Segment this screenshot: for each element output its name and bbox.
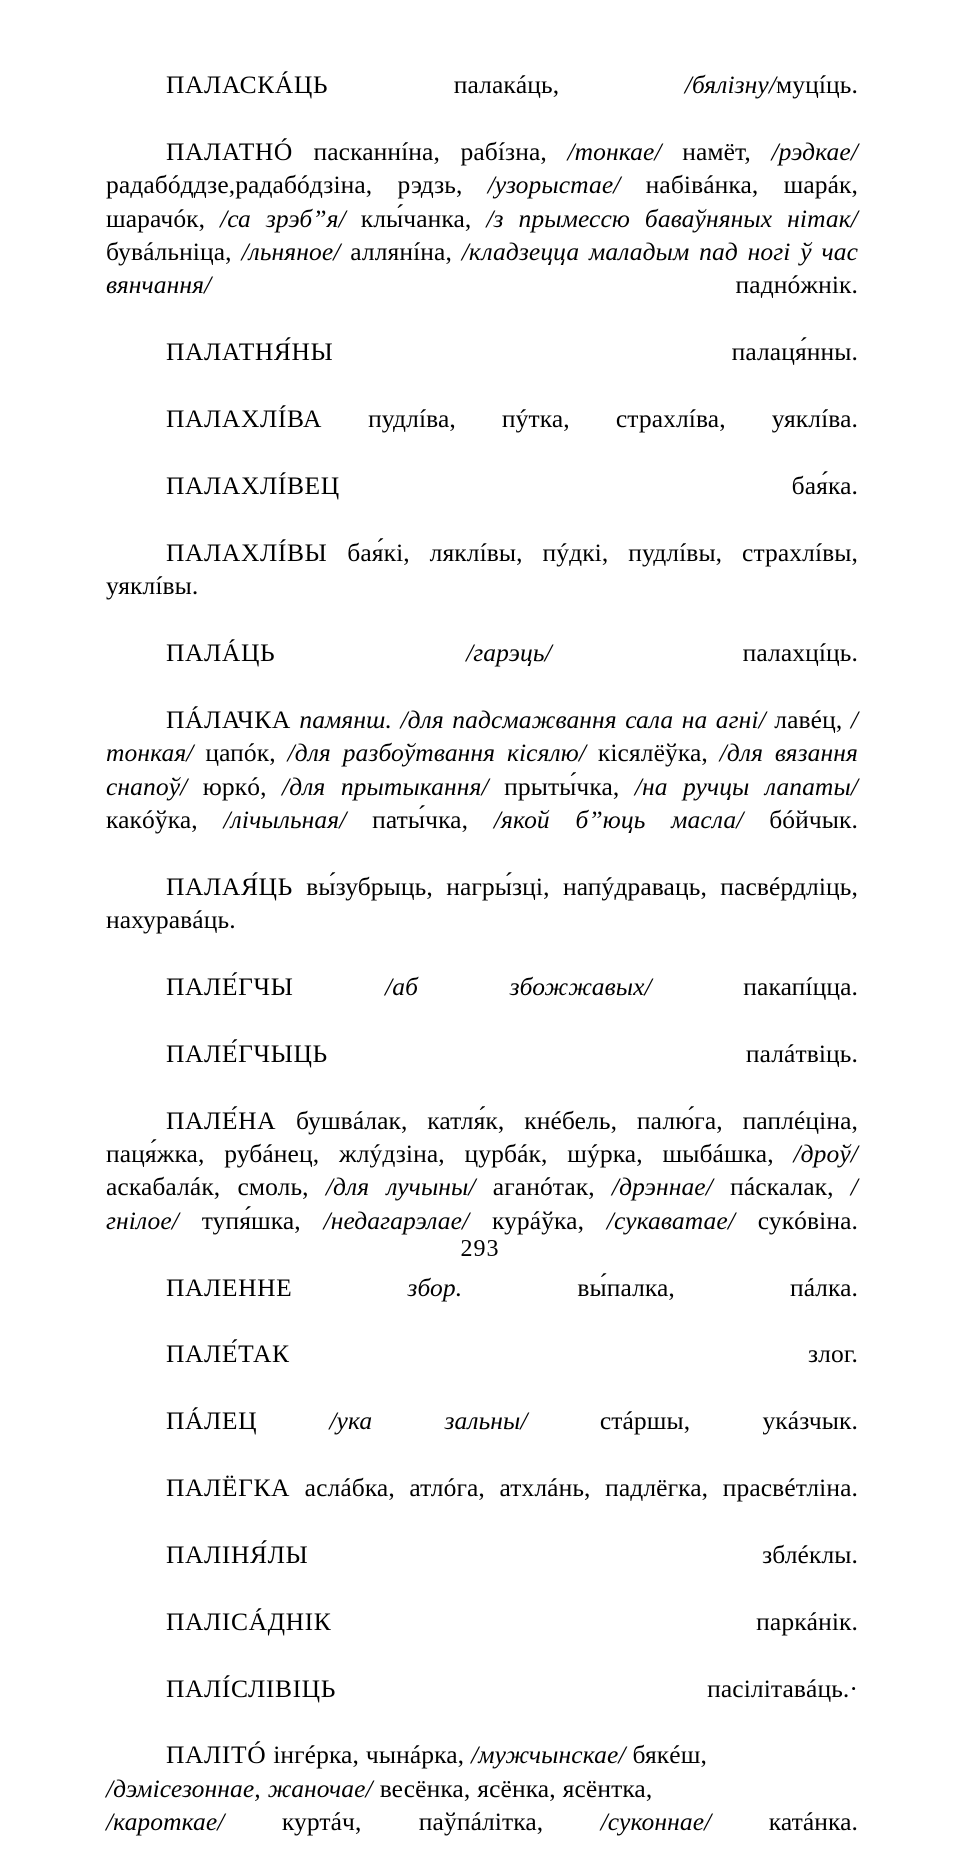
entry-gloss-italic: /ука зальны/	[329, 1406, 528, 1436]
entry-gloss-italic: /для вязання снапоў/	[106, 738, 858, 801]
entry-gloss-italic: /гарэць/	[466, 637, 552, 667]
entry-synonyms: цапóк,	[193, 738, 288, 768]
entry-synonyms: пасілітавáць.·	[335, 1673, 858, 1703]
page-number: 293	[460, 1236, 500, 1262]
entry-synonyms: палаця́нны.	[333, 337, 858, 367]
dictionary-entry	[106, 1404, 858, 1471]
entry-headword: ПАЛАТНÓ	[166, 136, 293, 166]
entry-synonyms: бувáльніца,	[106, 237, 242, 267]
entry-headword: ПÁЛАЧКА	[166, 704, 291, 734]
entry-synonyms: юркó,	[187, 771, 283, 801]
entry-synonyms: курáўка,	[469, 1205, 607, 1235]
dictionary-entry	[106, 1037, 858, 1104]
entry-gloss-italic: збор.	[407, 1272, 463, 1302]
entry-synonyms: вы́зубрыць, нагры́зці, напýдраваць, пасвéрдліць, нахуравáць.	[106, 871, 858, 935]
entry-synonyms	[293, 972, 385, 1001]
entry-headword: ПАЛАХЛÍВЕЦ	[166, 470, 340, 500]
entry-headword: ПАЛАХЛÍВЫ	[166, 537, 328, 567]
entry-gloss-italic: /льняное/	[241, 237, 341, 267]
dictionary-entry	[106, 1337, 858, 1404]
entry-synonyms: пасканнíна, рабíзна,	[292, 136, 568, 166]
entry-synonyms: стáршы, укáзчык.	[527, 1406, 858, 1436]
entry-synonyms: вы́палка, пáлка.	[462, 1272, 858, 1302]
entry-synonyms: намёт,	[661, 136, 772, 166]
entry-synonyms	[292, 1273, 407, 1302]
entry-gloss-italic: /для разбоўтвання кісялю/	[287, 738, 587, 768]
entry-synonyms: злог.	[289, 1339, 858, 1369]
entry-gloss-italic: /гнілое/	[106, 1172, 858, 1235]
entry-gloss-italic: /з прымессю баваўняных нітак/	[486, 203, 858, 233]
entry-headword: ПАЛЕ́НА	[166, 1105, 277, 1135]
entry-synonyms: палáтвіць.	[327, 1038, 858, 1068]
entry-synonyms: катáнка.	[711, 1807, 858, 1837]
dictionary-entry	[106, 135, 858, 335]
entry-gloss-italic: /для падсмажвання сала на агні/	[400, 704, 766, 734]
entry-gloss-italic: /для прытыкання/	[282, 771, 489, 801]
entry-headword: ПАЛÁЦЬ	[166, 637, 276, 667]
dictionary-entry	[106, 402, 858, 469]
entry-synonyms: бóйчык.	[743, 804, 858, 834]
entry-synonyms: зблéклы.	[308, 1539, 858, 1569]
entry-headword: ПАЛАЯ́ЦЬ	[166, 871, 293, 901]
entry-gloss-italic: /на ручцы лапаты/	[634, 771, 859, 801]
entry-synonyms: аллянíна,	[340, 237, 462, 267]
entry-gloss-italic: /дроў/	[793, 1139, 858, 1168]
entry-synonyms: кісялёўка,	[586, 738, 720, 768]
entry-gloss-italic: /узорыстае/	[487, 170, 621, 200]
entry-synonyms	[275, 638, 466, 667]
entry-synonyms: какóўка,	[106, 804, 224, 834]
entry-synonyms: прыты́чка,	[488, 771, 635, 801]
entry-synonyms: аслáбка, атлóга, атхлáнь, падлёгка, прасвéтліна.	[290, 1473, 858, 1503]
dictionary-entry	[106, 1538, 858, 1605]
dictionary-entry	[106, 536, 858, 636]
entry-synonyms: весёнка, ясёнка, ясёнтка,	[372, 1773, 653, 1803]
entry-synonyms: бушвáлак, катля́к, кнéбель, палю́га, паплéціна, паця́жка, рубáнец, жлýдзіна, цурбáк, шýрка, шыбáшка,	[106, 1105, 858, 1168]
entry-synonyms: муцíць.	[776, 70, 858, 99]
dictionary-entry	[106, 870, 858, 970]
entry-synonyms: інгéрка, чынáрка,	[266, 1740, 472, 1770]
entry-synonyms: аганóтак,	[475, 1172, 612, 1202]
entry-headword: ПАЛÍСЛІВІЦЬ	[166, 1673, 336, 1703]
entry-gloss-italic: /для лучыны/	[325, 1172, 476, 1202]
entry-gloss-italic: /сукаватае/	[606, 1205, 736, 1235]
dictionary-entry	[106, 469, 858, 536]
entry-synonyms: паркáнік.	[331, 1606, 858, 1636]
entry-gloss-italic: /са зрэб”я/	[220, 203, 346, 233]
entry-headword: ПАЛІНЯ́ЛЫ	[166, 1539, 309, 1569]
entry-headword: ПАЛЕ́ГЧЫ	[166, 971, 294, 1001]
entry-headword: ПАЛАХЛÍВА	[166, 404, 322, 434]
entry-synonyms	[257, 1406, 329, 1435]
entry-headword: ПАЛЕННЕ	[166, 1272, 293, 1302]
dictionary-entry	[106, 1471, 858, 1538]
entry-gloss-italic: /мужчынскае/	[471, 1740, 626, 1770]
entry-gloss-italic: /кароткае/	[106, 1807, 225, 1837]
entry-synonyms: сукóвіна.	[735, 1205, 858, 1235]
entry-synonyms: радабóддзе,радабóдзіна, рэдзь,	[106, 170, 488, 200]
entry-gloss-italic: /лічыльная/	[223, 804, 347, 834]
entry-synonyms: бая́кі, ляклíвы, пýдкі, пудлíвы, страхлíвы, уяклíвы.	[106, 537, 858, 601]
dictionary-entry	[106, 1672, 858, 1739]
entry-synonyms: куртáч, паўпáлітка,	[224, 1807, 601, 1837]
entry-synonyms: паднóжнік.	[211, 270, 858, 300]
entry-gloss-italic: /недагарэлае/	[323, 1205, 470, 1235]
entry-headword: ПАЛАТНЯ́НЫ	[166, 337, 334, 367]
entry-gloss-italic: /якой б”юць масла/	[493, 804, 744, 834]
entry-synonyms: палахцíць.	[551, 637, 858, 667]
entry-headword: ПАЛЕ́ГЧЫЦЬ	[166, 1038, 328, 1068]
entry-synonyms: бая́ка.	[339, 470, 858, 500]
entry-headword: ПАЛІТÓ	[166, 1740, 267, 1770]
entry-gloss-italic: /тонкая/	[106, 704, 858, 768]
dictionary-entry-list	[106, 68, 858, 1872]
dictionary-entry	[106, 1605, 858, 1672]
dictionary-entry	[106, 68, 858, 135]
entry-synonyms: паты́чка,	[346, 804, 494, 834]
dictionary-entry	[106, 335, 858, 402]
entry-gloss-italic: /дрэннае/	[611, 1172, 713, 1202]
entry-headword: ПАЛІСÁДНІК	[166, 1606, 332, 1636]
entry-headword: ПÁЛЕЦ	[166, 1406, 258, 1436]
entry-synonyms: бякéш,	[625, 1740, 707, 1770]
entry-synonyms: пáскалак,	[712, 1172, 851, 1202]
entry-gloss-italic: /суконнае/	[600, 1807, 712, 1837]
dictionary-entry	[106, 636, 858, 703]
entry-gloss-italic: /бялізну/	[684, 70, 777, 99]
dictionary-entry	[106, 1271, 858, 1338]
entry-gloss-italic: /рэдкае/	[771, 136, 859, 166]
entry-synonyms: пудлíва, пýтка, страхлíва, уяклíва.	[321, 404, 858, 434]
entry-gloss-italic: /тонкае/	[567, 136, 662, 166]
entry-synonyms: палакáць,	[328, 70, 685, 99]
entry-synonyms: аскабалáк, смоль,	[106, 1172, 326, 1202]
dictionary-entry	[106, 703, 858, 870]
entry-headword: ПАЛЁГКА	[166, 1473, 291, 1503]
dictionary-entry	[106, 1738, 858, 1872]
entry-gloss-italic: /дэмісезоннае, жаночае/	[106, 1773, 373, 1803]
entry-headword: ПАЛЕ́ТАК	[166, 1339, 290, 1369]
entry-gloss-italic: /кладзецца маладым пад ногі ў час вянчання/	[106, 237, 858, 300]
entry-gloss-italic: памянш.	[299, 704, 392, 734]
entry-synonyms: тупя́шка,	[178, 1205, 324, 1235]
entry-synonyms: набівáнка, шарáк, шарачóк,	[106, 170, 859, 233]
dictionary-entry	[106, 970, 858, 1037]
entry-synonyms: лавéц,	[765, 704, 851, 734]
entry-headword: ПАЛАСКÁЦЬ	[166, 70, 329, 99]
entry-gloss-italic: /аб збожжавых/	[385, 971, 652, 1001]
entry-synonyms: пакапíцца.	[651, 971, 858, 1001]
entry-synonyms: клы́чанка,	[345, 203, 487, 233]
